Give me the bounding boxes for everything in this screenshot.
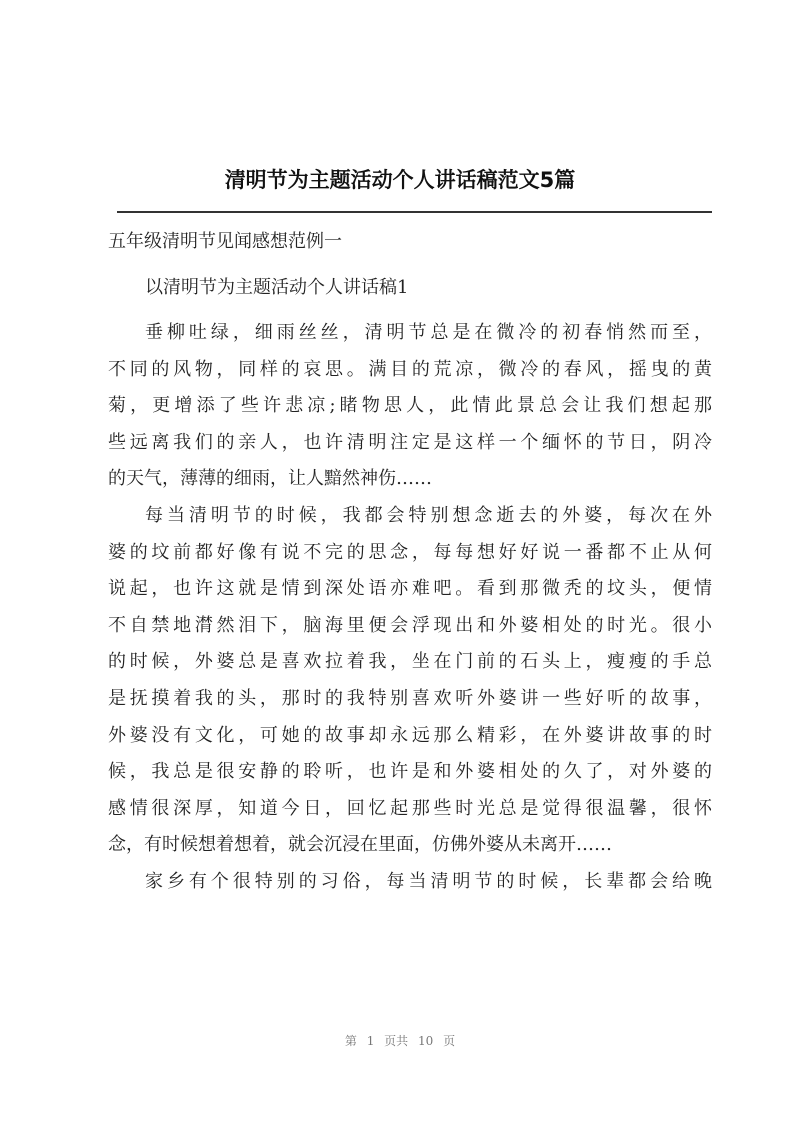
paragraph-line: 说起，也许这就是情到深处语亦难吧。看到那微秃的坟头，便情 — [108, 578, 712, 600]
paragraph-line: 感情很深厚，知道今日，回忆起那些时光总是觉得很温馨，很怀 — [108, 797, 712, 819]
paragraph-line: 念，有时候想着想着，就会沉浸在里面，仿佛外婆从未离开…… — [108, 834, 612, 856]
subheading: 以清明节为主题活动个人讲话稿1 — [145, 277, 409, 298]
document-title: 清明节为主题活动个人讲话稿范文5篇 — [224, 168, 576, 192]
paragraph-line: 些远离我们的亲人，也许清明注定是这样一个缅怀的节日，阴冷 — [108, 431, 712, 453]
document-body — [108, 229, 712, 906]
paragraph-line: 家乡有个很特别的习俗，每当清明节的时候，长辈都会给晚 — [145, 870, 712, 892]
paragraph-line: 候，我总是很安静的聆听，也许是和外婆相处的久了，对外婆的 — [108, 761, 712, 783]
paragraph-line: 每当清明节的时候，我都会特别想念逝去的外婆，每次在外 — [145, 504, 712, 526]
paragraph-line: 外婆没有文化，可她的故事却永远那么精彩，在外婆讲故事的时 — [108, 724, 712, 746]
paragraph-line: 不自禁地潸然泪下，脑海里便会浮现出和外婆相处的时光。很小 — [108, 614, 712, 636]
section-heading: 五年级清明节见闻感想范例一 — [108, 231, 342, 252]
page-number: 第 1 页共 10 页 — [344, 1034, 456, 1048]
paragraph-line: 不同的风物，同样的哀思。满目的荒凉，微冷的春风，摇曳的黄 — [108, 358, 712, 380]
paragraph-line: 婆的坟前都好像有说不完的思念，每每想好好说一番都不止从何 — [108, 541, 712, 563]
paragraph — [108, 503, 712, 869]
paragraph-line: 菊，更增添了些许悲凉;睹物思人，此情此景总会让我们想起那 — [108, 395, 712, 417]
paragraph — [108, 869, 712, 906]
title-divider — [117, 211, 712, 213]
paragraph-line: 的天气，薄薄的细雨，让人黯然神伤…… — [108, 468, 432, 490]
paragraph-line: 是抚摸着我的头，那时的我特别喜欢听外婆讲一些好听的故事， — [108, 687, 712, 709]
paragraph-line: 的时候，外婆总是喜欢拉着我，坐在门前的石头上，瘦瘦的手总 — [108, 651, 712, 673]
paragraph-line: 垂柳吐绿，细雨丝丝，清明节总是在微冷的初春悄然而至， — [145, 322, 712, 343]
paragraph — [108, 320, 712, 503]
